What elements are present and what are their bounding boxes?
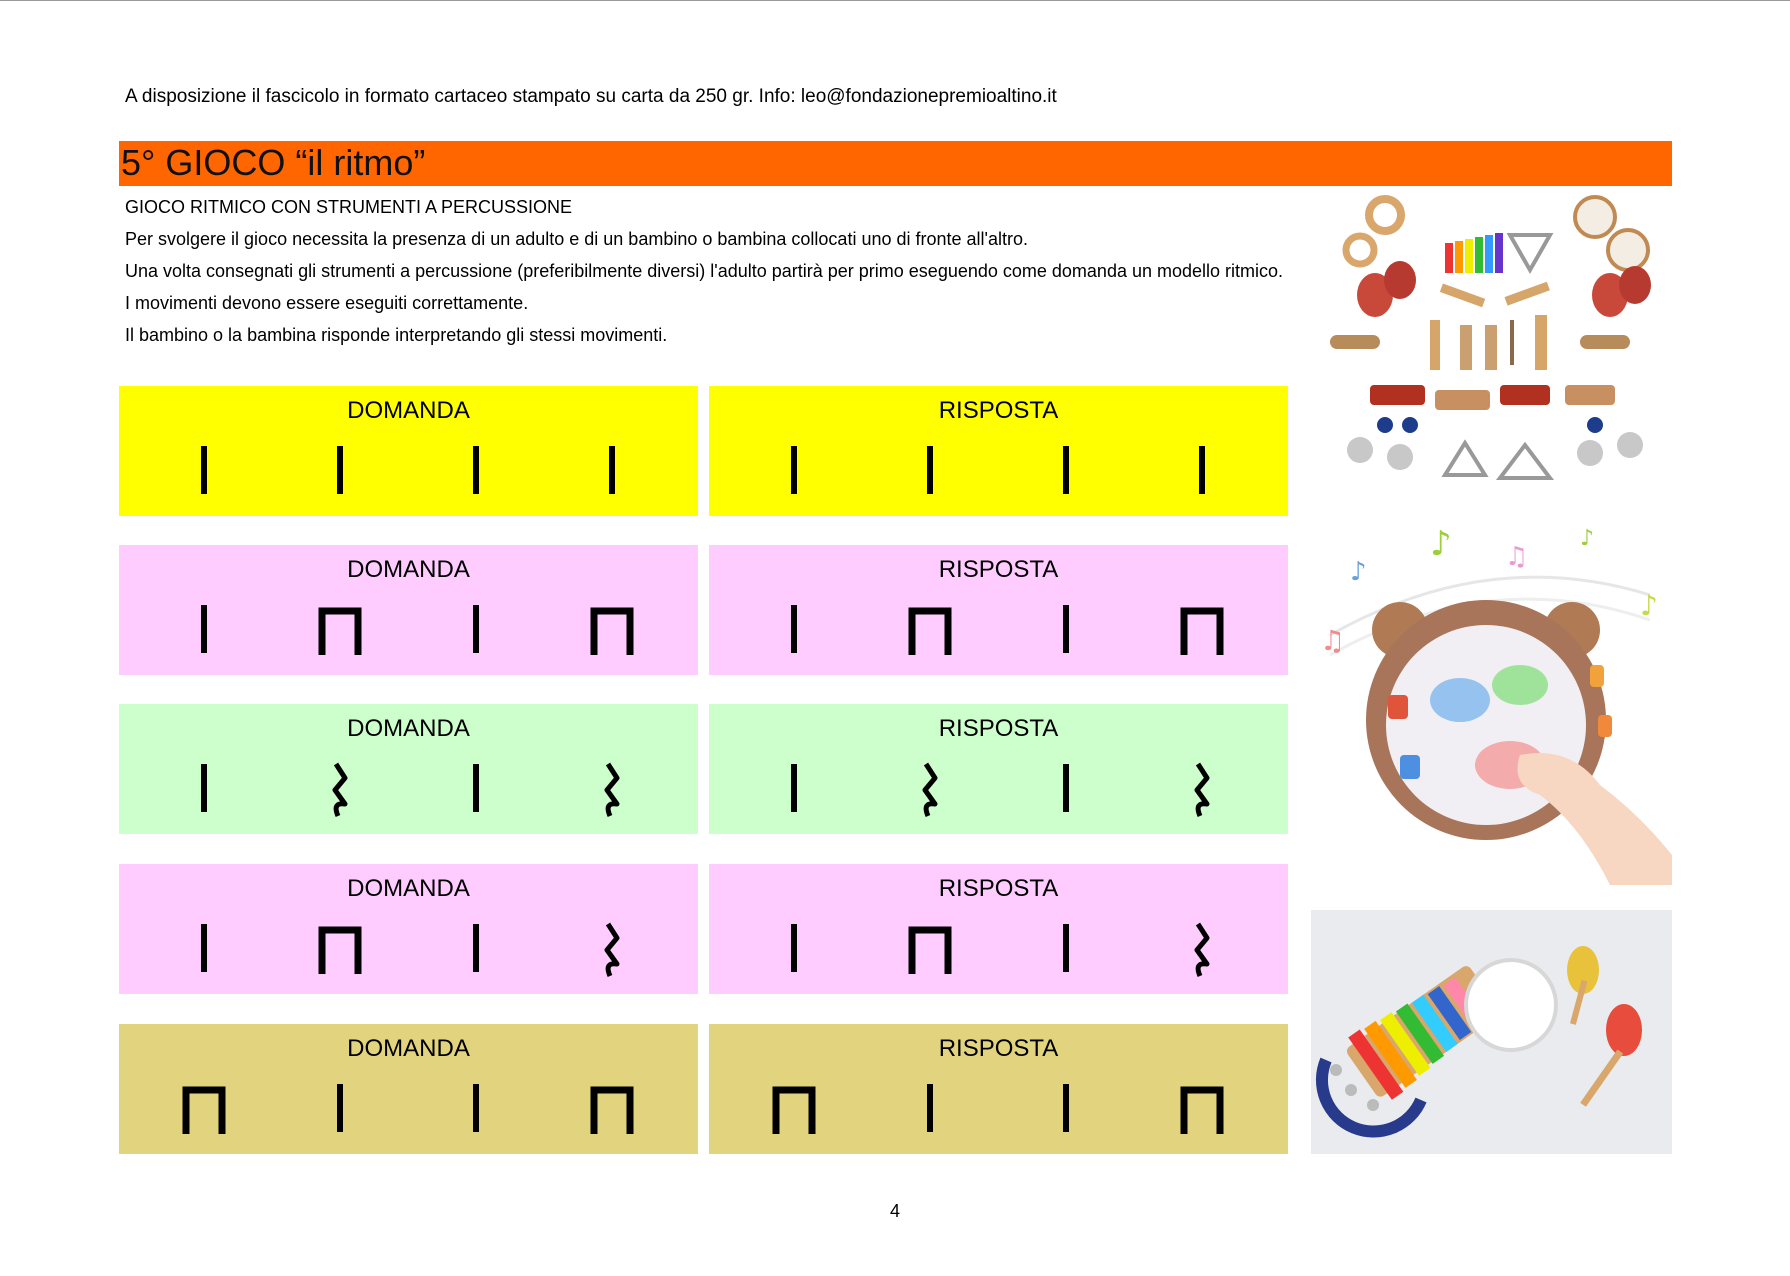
quarter-note-symbol [201,764,207,812]
quarter-note-symbol [791,605,797,653]
quarter-note-symbol [473,764,479,812]
paragraph: Una volta consegnati gli strumenti a percussione (preferibilmente diversi) l'adulto partirà per primo eseguendo come domanda un modello ritmico. [125,261,1284,281]
quarter-rest-symbol [1197,764,1207,816]
quarter-rest-symbol [607,764,617,816]
xylophone-maracas-photo [1311,910,1672,1154]
percussion-instruments-photo [1310,195,1670,495]
answer-box [709,545,1288,675]
answer-box [709,1024,1288,1154]
quarter-rest-symbol [607,924,617,976]
svg-text:♫: ♫ [1505,542,1529,572]
quarter-note-symbol [1063,764,1069,812]
svg-text:♪: ♪ [1430,525,1452,564]
question-box [119,545,698,675]
quarter-note-symbol [609,446,615,494]
eighth-notes-symbol [912,611,948,655]
eighth-notes-symbol [1184,1090,1220,1134]
quarter-note-symbol [201,446,207,494]
quarter-note-symbol [1063,446,1069,494]
header-note: A disposizione il fascicolo in formato cartaceo stampato su carta da 250 gr. Info: leo@fondazionepremioaltino.it [125,86,1057,107]
quarter-note-symbol [1063,924,1069,972]
top-border [0,0,1790,1]
svg-text:♪: ♪ [1640,589,1658,622]
svg-text:♪: ♪ [1350,557,1367,587]
eighth-notes-symbol [186,1090,222,1134]
eighth-notes-symbol [322,611,358,655]
eighth-notes-symbol [594,1090,630,1134]
question-label: DOMANDA [347,1035,470,1062]
quarter-note-symbol [1063,1084,1069,1132]
quarter-note-symbol [201,924,207,972]
question-label: DOMANDA [347,715,470,742]
question-label: DOMANDA [347,556,470,583]
answer-label: RISPOSTA [938,875,1059,902]
svg-text:♪: ♪ [1580,526,1595,551]
page-number: 4 [889,1201,900,1221]
quarter-rest-symbol [1197,924,1207,976]
quarter-note-symbol [927,1084,933,1132]
answer-box [709,704,1288,834]
paragraph: Per svolgere il gioco necessita la presenza di un adulto e di un bambino o bambina collocati uno di fronte all'altro. [125,229,1028,249]
quarter-note-symbol [473,924,479,972]
instructions [125,191,1305,351]
question-label: DOMANDA [347,875,470,902]
paragraph: Il bambino o la bambina risponde interpretando gli stessi movimenti. [125,325,668,345]
toy-drum-photo [1310,525,1672,885]
paragraph: I movimenti devono essere eseguiti correttamente. [125,293,529,313]
eighth-notes-symbol [776,1090,812,1134]
quarter-rest-symbol [335,764,345,816]
quarter-note-symbol [473,446,479,494]
quarter-note-symbol [1063,605,1069,653]
eighth-notes-symbol [594,611,630,655]
eighth-notes-symbol [912,930,948,974]
quarter-note-symbol [791,446,797,494]
quarter-note-symbol [473,1084,479,1132]
question-box [119,1024,698,1154]
svg-text:♫: ♫ [1320,624,1346,657]
answer-label: RISPOSTA [938,397,1059,424]
question-box [119,864,698,994]
quarter-rest-symbol [925,764,935,816]
question-box [119,704,698,834]
answer-label: RISPOSTA [938,715,1059,742]
quarter-note-symbol [1199,446,1205,494]
quarter-note-symbol [473,605,479,653]
answer-box [709,386,1288,516]
quarter-note-symbol [791,764,797,812]
quarter-note-symbol [337,1084,343,1132]
answer-label: RISPOSTA [938,556,1059,583]
quarter-note-symbol [927,446,933,494]
quarter-note-symbol [791,924,797,972]
question-label: DOMANDA [347,397,470,424]
question-box [119,386,698,516]
answer-box [709,864,1288,994]
eighth-notes-symbol [1184,611,1220,655]
page-title: 5° GIOCO “il ritmo” [121,142,426,183]
subtitle: GIOCO RITMICO CON STRUMENTI A PERCUSSIONE [125,197,573,217]
quarter-note-symbol [201,605,207,653]
quarter-note-symbol [337,446,343,494]
title-bar [119,141,1672,186]
eighth-notes-symbol [322,930,358,974]
answer-label: RISPOSTA [938,1035,1059,1062]
